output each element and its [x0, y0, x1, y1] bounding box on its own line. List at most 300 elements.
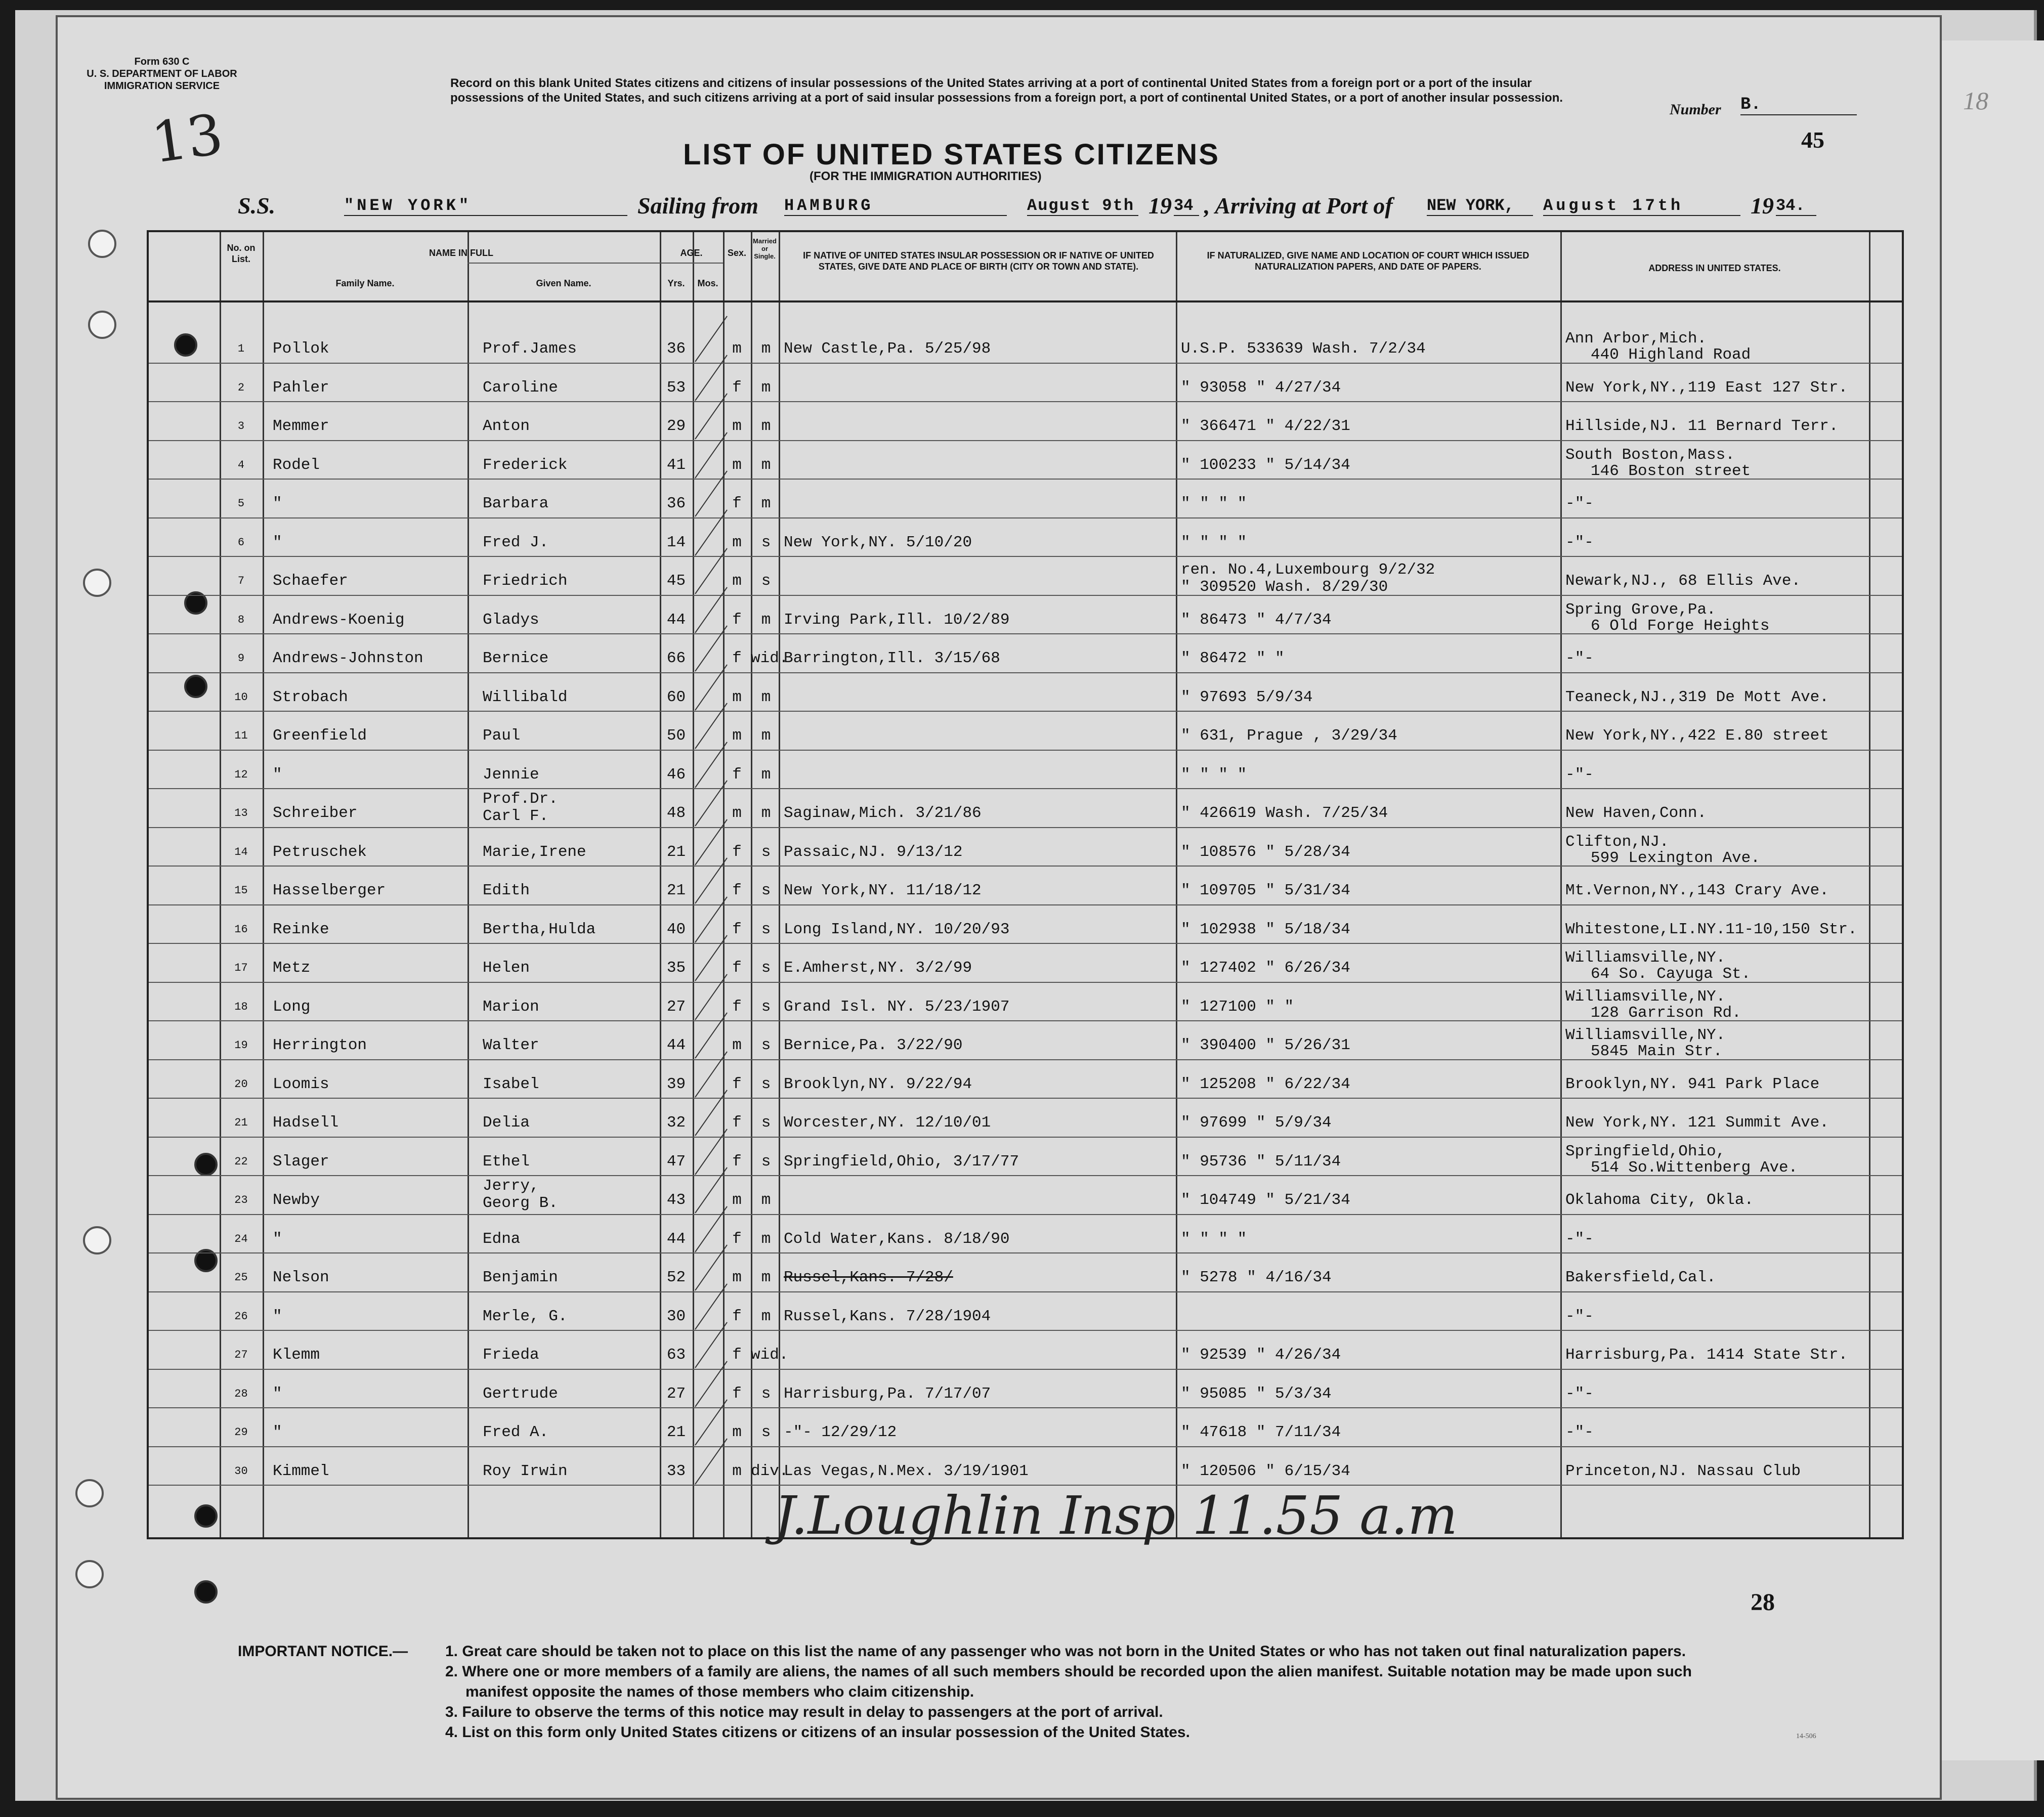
age-years: 21 — [666, 1423, 686, 1441]
row-number: 21 — [234, 1116, 248, 1129]
marital-status: s — [761, 533, 771, 551]
birth-place-date: Passaic,NJ. 9/13/12 — [784, 843, 963, 861]
sex: m — [732, 1462, 742, 1480]
naturalization-info: " 109705 " 5/31/34 — [1181, 882, 1350, 899]
column-divider — [263, 232, 264, 1537]
given-name: Benjamin — [483, 1269, 558, 1286]
birth-place-date: Harrisburg,Pa. 7/17/07 — [784, 1385, 991, 1403]
naturalization-info: " 97693 5/9/34 — [1181, 688, 1313, 706]
given-name: Merle, G. — [483, 1307, 568, 1325]
row-number: 11 — [234, 729, 248, 742]
row-divider — [149, 1330, 1902, 1331]
sailing-from-label: Sailing from — [637, 193, 759, 219]
given-name: Frederick — [483, 456, 568, 474]
given-name: Marie,Irene — [483, 843, 586, 861]
sex: f — [732, 650, 742, 667]
row-number: 3 — [237, 420, 245, 432]
binder-hole — [75, 1479, 104, 1507]
sex: f — [732, 1346, 742, 1364]
given-name: Gertrude — [483, 1385, 558, 1403]
marital-status: s — [761, 572, 771, 590]
given-name: Caroline — [483, 378, 558, 397]
sex: f — [732, 843, 742, 861]
sex: f — [732, 998, 742, 1016]
row-number: 1 — [237, 342, 245, 355]
marital-status: m — [761, 765, 771, 784]
header-sex: Sex. — [727, 248, 747, 258]
address-line-2: 146 Boston street — [1591, 462, 1751, 480]
naturalization-info: " 120506 " 6/15/34 — [1181, 1462, 1350, 1480]
row-number: 24 — [234, 1232, 248, 1245]
marital-status: s — [761, 959, 771, 977]
binder-hole — [88, 230, 116, 258]
birth-place-date: Grand Isl. NY. 5/23/1907 — [784, 998, 1010, 1016]
address: New York,NY. 121 Summit Ave. — [1565, 1114, 1829, 1132]
row-number: 20 — [234, 1077, 248, 1091]
marital-status: s — [761, 1114, 771, 1132]
given-name: Georg B. — [483, 1194, 558, 1212]
sex: f — [732, 765, 742, 784]
age-years: 44 — [666, 611, 686, 629]
marital-status: m — [761, 688, 771, 706]
sex: m — [732, 340, 742, 358]
age-years: 52 — [666, 1269, 686, 1286]
row-number: 4 — [237, 458, 245, 471]
naturalization-info: " 108576 " 5/28/34 — [1181, 843, 1350, 861]
age-years: 41 — [666, 456, 686, 474]
age-years: 32 — [666, 1114, 686, 1132]
given-name: Fred A. — [483, 1423, 549, 1441]
birth-place-date: New York,NY. 5/10/20 — [784, 533, 972, 551]
row-number: 2 — [237, 381, 245, 394]
age-years: 60 — [666, 688, 686, 706]
year-prefix: 19 — [1148, 193, 1172, 219]
sex: m — [732, 1036, 742, 1054]
given-name: Anton — [483, 417, 530, 435]
header-age: AGE. — [680, 248, 703, 258]
naturalization-info: " 95085 " 5/3/34 — [1181, 1385, 1332, 1403]
address: Bakersfield,Cal. — [1565, 1269, 1716, 1286]
given-name: Ethel — [483, 1152, 530, 1171]
marital-status: m — [761, 340, 771, 358]
family-name: Kimmel — [273, 1462, 329, 1480]
family-name: Schreiber — [273, 804, 358, 822]
given-name: Carl F. — [483, 807, 549, 825]
given-name: Isabel — [483, 1075, 539, 1093]
marital-status: s — [761, 843, 771, 861]
family-name: Greenfield — [273, 727, 367, 745]
header-address: ADDRESS IN UNITED STATES. — [1648, 263, 1781, 273]
birth-place-date: Russel,Kans. 7/28/1904 — [784, 1307, 991, 1325]
given-name: Marion — [483, 998, 539, 1016]
address: Spring Grove,Pa. — [1565, 600, 1716, 619]
address: Williamsville,NY. — [1565, 987, 1726, 1006]
marital-status: wid. — [751, 1346, 789, 1364]
naturalization-info: " " " " — [1181, 1230, 1247, 1248]
naturalization-info: " 86473 " 4/7/34 — [1181, 611, 1332, 629]
row-divider — [149, 1137, 1902, 1138]
age-years: 43 — [666, 1191, 686, 1209]
header-subdivider — [467, 263, 723, 264]
row-divider — [149, 711, 1902, 712]
marital-status: s — [761, 998, 771, 1016]
family-name: Herrington — [273, 1036, 367, 1054]
naturalization-info: " 125208 " 6/22/34 — [1181, 1075, 1350, 1093]
address: Harrisburg,Pa. 1414 State Str. — [1565, 1346, 1848, 1364]
number-label: Number — [1670, 101, 1721, 118]
marital-status: m — [761, 727, 771, 745]
address: Mt.Vernon,NY.,143 Crary Ave. — [1565, 882, 1829, 899]
row-divider — [149, 1098, 1902, 1099]
family-name: " — [273, 533, 282, 551]
address: Teaneck,NJ.,319 De Mott Ave. — [1565, 688, 1829, 706]
age-years: 39 — [666, 1075, 686, 1093]
age-years: 48 — [666, 804, 686, 822]
birth-place-date: Saginaw,Mich. 3/21/86 — [784, 804, 982, 822]
address-line-2: 64 So. Cayuga St. — [1591, 965, 1751, 983]
row-number: 27 — [234, 1349, 248, 1361]
row-divider — [149, 1446, 1902, 1447]
sex: m — [732, 572, 742, 590]
birth-place-date: Long Island,NY. 10/20/93 — [784, 920, 1010, 938]
department-name: U. S. DEPARTMENT OF LABOR — [87, 68, 237, 79]
departure-port: HAMBURG — [784, 196, 1007, 216]
age-years: 14 — [666, 533, 686, 551]
address: New York,NY.,119 East 127 Str. — [1565, 378, 1848, 397]
number-value: B. — [1740, 95, 1857, 115]
age-years: 45 — [666, 572, 686, 590]
age-years: 53 — [666, 378, 686, 397]
form-instructions: Record on this blank United States citizens and citizens of insular possessions of the United States arriving at a port of continental United States from a foreign port or a port of the insular possessions of the United States, and such citizens arriving at a port of said insular possessions from a foreign port, a port of continental United States, or a port of another insular possession. — [450, 76, 1563, 105]
family-name: Andrews-Koenig — [273, 611, 405, 629]
row-divider — [149, 750, 1902, 751]
age-years: 40 — [666, 920, 686, 938]
family-name: Metz — [273, 959, 311, 977]
address: Williamsville,NY. — [1565, 949, 1726, 967]
header-divider — [149, 300, 1902, 302]
marital-status: s — [761, 882, 771, 899]
sex: f — [732, 882, 742, 899]
given-name: Delia — [483, 1114, 530, 1132]
sex: f — [732, 1114, 742, 1132]
age-years: 44 — [666, 1230, 686, 1248]
family-name: Klemm — [273, 1346, 320, 1364]
sex: f — [732, 495, 742, 512]
naturalization-info: " 127402 " 6/26/34 — [1181, 959, 1350, 977]
notice-item: 1. Great care should be taken not to place on this list the name of any passenger who was not born in the United States or who has not taken out final naturalization papers. — [445, 1643, 1686, 1660]
family-name: Hadsell — [273, 1114, 339, 1132]
naturalization-info: " 631, Prague , 3/29/34 — [1181, 727, 1397, 745]
address-line-2: 440 Highland Road — [1591, 346, 1751, 364]
sex: f — [732, 1307, 742, 1325]
binder-hole — [83, 1226, 111, 1254]
page-title: LIST OF UNITED STATES CITIZENS — [683, 138, 1220, 171]
birth-place-date: New Castle,Pa. 5/25/98 — [784, 340, 991, 358]
naturalization-info: " 426619 Wash. 7/25/34 — [1181, 804, 1388, 822]
column-divider — [1869, 232, 1870, 1537]
address: Williamsville,NY. — [1565, 1026, 1726, 1044]
row-divider — [149, 1291, 1902, 1292]
row-divider — [149, 1407, 1902, 1408]
row-number: 26 — [234, 1310, 248, 1323]
header-family-name: Family Name. — [335, 278, 395, 288]
given-name: Bernice — [483, 650, 549, 667]
birth-place-date: Barrington,Ill. 3/15/68 — [784, 650, 1000, 667]
birth-place-date: New York,NY. 11/18/12 — [784, 882, 982, 899]
service-name: IMMIGRATION SERVICE — [104, 80, 220, 92]
naturalization-info: " 86472 " " — [1181, 650, 1285, 667]
row-divider — [149, 672, 1902, 673]
marital-status: s — [761, 920, 771, 938]
age-years: 66 — [666, 650, 686, 667]
address: Springfield,Ohio, — [1565, 1142, 1726, 1160]
arrival-port: NEW YORK, — [1427, 196, 1533, 216]
row-number: 19 — [234, 1039, 248, 1052]
handwritten-mark: 13 — [147, 101, 227, 176]
row-divider — [149, 556, 1902, 557]
marital-status: m — [761, 804, 771, 822]
birth-place-date: Brooklyn,NY. 9/22/94 — [784, 1075, 972, 1093]
row-number: 25 — [234, 1271, 248, 1284]
naturalization-info: " 92539 " 4/26/34 — [1181, 1346, 1341, 1364]
family-name: Newby — [273, 1191, 320, 1209]
family-name: Loomis — [273, 1075, 329, 1093]
year-suffix: 34 — [1174, 196, 1199, 216]
birth-place-date: Worcester,NY. 12/10/01 — [784, 1114, 991, 1132]
header-married: Married or Single. — [753, 237, 777, 260]
row-number: 16 — [234, 923, 248, 936]
row-number: 30 — [234, 1464, 248, 1478]
header-no: No. on List. — [227, 243, 256, 264]
marital-status: m — [761, 495, 771, 512]
given-name: Jennie — [483, 765, 539, 784]
address: -"- — [1565, 1307, 1594, 1325]
marital-status: s — [761, 1152, 771, 1171]
notice-item: 2. Where one or more members of a family are aliens, the names of all such members should be recorded upon the alien manifest. Suitable notation may be made upon such — [445, 1663, 1692, 1680]
row-divider — [149, 943, 1902, 944]
sex: f — [732, 1075, 742, 1093]
row-number: 13 — [234, 807, 248, 819]
age-years: 44 — [666, 1036, 686, 1054]
age-years: 27 — [666, 1385, 686, 1403]
naturalization-info: " " " " — [1181, 765, 1247, 784]
address: Whitestone,LI.NY.11-10,150 Str. — [1565, 920, 1857, 938]
address: Brooklyn,NY. 941 Park Place — [1565, 1075, 1820, 1093]
birth-place-date: -"- 12/29/12 — [784, 1423, 897, 1441]
notice-item: 4. List on this form only United States citizens or citizens of an insular possession of the United States. — [445, 1724, 1190, 1741]
column-divider — [693, 232, 694, 1537]
naturalization-info: " 390400 " 5/26/31 — [1181, 1036, 1350, 1054]
arrival-date: August 17th — [1543, 196, 1740, 216]
address: -"- — [1565, 1385, 1594, 1403]
age-years: 46 — [666, 765, 686, 784]
passenger-table — [147, 230, 1904, 1539]
given-name-prefix: Prof.Dr. — [483, 790, 558, 808]
given-name: Roy Irwin — [483, 1462, 568, 1480]
page-number: 28 — [1751, 1589, 1775, 1616]
birth-place-date: Springfield,Ohio, 3/17/77 — [784, 1152, 1019, 1171]
given-name: Prof.James — [483, 340, 577, 358]
page-subtitle: (FOR THE IMMIGRATION AUTHORITIES) — [810, 169, 1042, 183]
sex: m — [732, 688, 742, 706]
address: -"- — [1565, 533, 1594, 551]
row-divider — [149, 1252, 1902, 1253]
sex: f — [732, 920, 742, 938]
address-line-2: 128 Garrison Rd. — [1591, 1004, 1741, 1022]
age-years: 63 — [666, 1346, 686, 1364]
row-divider — [149, 827, 1902, 828]
birth-place-date: Las Vegas,N.Mex. 3/19/1901 — [784, 1462, 1029, 1480]
background-page-edge — [1931, 40, 2044, 1760]
sex: m — [732, 533, 742, 551]
inspector-signature: J.Loughlin Insp 11.55 a.m — [774, 1485, 1458, 1546]
sailing-line — [238, 192, 1887, 223]
row-number: 12 — [234, 768, 248, 781]
row-number: 6 — [237, 536, 245, 549]
row-number: 22 — [234, 1155, 248, 1168]
binder-hole — [75, 1560, 104, 1588]
marital-status: s — [761, 1385, 771, 1403]
sex: m — [732, 1191, 742, 1209]
birth-place-date: E.Amherst,NY. 3/2/99 — [784, 959, 972, 977]
sex: f — [732, 1230, 742, 1248]
address: Princeton,NJ. Nassau Club — [1565, 1462, 1801, 1480]
naturalization-info: " 5278 " 4/16/34 — [1181, 1269, 1332, 1286]
row-number: 28 — [234, 1387, 248, 1400]
address: Hillside,NJ. 11 Bernard Terr. — [1565, 417, 1839, 435]
naturalization-info: " 47618 " 7/11/34 — [1181, 1423, 1341, 1441]
family-name: Schaefer — [273, 572, 348, 590]
address-line-2: 599 Lexington Ave. — [1591, 849, 1760, 867]
address-line-2: 5845 Main Str. — [1591, 1043, 1723, 1060]
row-divider — [149, 1214, 1902, 1215]
row-divider — [149, 440, 1902, 441]
notice-lead: IMPORTANT NOTICE.— — [238, 1643, 408, 1660]
marital-status: m — [761, 1191, 771, 1209]
naturalization-info: " " " " — [1181, 495, 1247, 512]
naturalization-info: " 95736 " 5/11/34 — [1181, 1152, 1341, 1171]
header-given-name: Given Name. — [536, 278, 591, 288]
family-name: " — [273, 495, 282, 512]
sex: f — [732, 611, 742, 629]
naturalization-info: " 100233 " 5/14/34 — [1181, 456, 1350, 474]
marital-status: m — [761, 456, 771, 474]
notice-item: manifest opposite the names of those members who claim citizenship. — [465, 1683, 974, 1700]
arrival-year-suffix: 34. — [1776, 196, 1816, 216]
birth-place-date: Cold Water,Kans. 8/18/90 — [784, 1230, 1010, 1248]
family-name: " — [273, 1385, 282, 1403]
marital-status: m — [761, 378, 771, 397]
row-number: 9 — [237, 652, 245, 665]
sex: m — [732, 417, 742, 435]
marital-status: m — [761, 1307, 771, 1325]
given-name-prefix: Jerry, — [483, 1177, 539, 1195]
address: South Boston,Mass. — [1565, 446, 1735, 464]
row-number: 10 — [234, 690, 248, 704]
address: -"- — [1565, 650, 1594, 667]
given-name: Walter — [483, 1036, 539, 1054]
address: -"- — [1565, 765, 1594, 784]
naturalization-info: " 97699 " 5/9/34 — [1181, 1114, 1332, 1132]
given-name: Gladys — [483, 611, 539, 629]
row-divider — [149, 595, 1902, 596]
binder-hole — [88, 311, 116, 339]
address: Newark,NJ., 68 Ellis Ave. — [1565, 572, 1801, 590]
address: Ann Arbor,Mich. — [1565, 330, 1707, 348]
row-divider — [149, 1369, 1902, 1370]
family-name: Long — [273, 998, 311, 1016]
age-years: 33 — [666, 1462, 686, 1480]
birth-place-date: Irving Park,Ill. 10/2/89 — [784, 611, 1010, 629]
marital-status: m — [761, 417, 771, 435]
family-name: Nelson — [273, 1269, 329, 1286]
row-number: 14 — [234, 845, 248, 858]
family-name: " — [273, 1230, 282, 1248]
age-years: 36 — [666, 340, 686, 358]
ship-name: "NEW YORK" — [344, 196, 627, 216]
binder-hole — [83, 569, 111, 597]
header-birth: IF NATIVE OF UNITED STATES INSULAR POSSESSION OR IF NATIVE OF UNITED STATES, GIVE DATE AND PLACE OF BIRTH (CITY OR TOWN AND STATE). — [803, 250, 1154, 272]
header-mos: Mos. — [697, 278, 718, 288]
marital-status: s — [761, 1036, 771, 1054]
naturalization-info: " 102938 " 5/18/34 — [1181, 920, 1350, 938]
family-name: Slager — [273, 1152, 329, 1171]
departure-date: August 9th — [1027, 196, 1138, 216]
age-years: 27 — [666, 998, 686, 1016]
given-name: Frieda — [483, 1346, 539, 1364]
row-divider — [149, 788, 1902, 789]
address: -"- — [1565, 1423, 1594, 1441]
address-line-2: 514 So.Wittenberg Ave. — [1591, 1158, 1798, 1177]
marital-status: m — [761, 1269, 771, 1286]
row-number: 18 — [234, 1000, 248, 1013]
address: Clifton,NJ. — [1565, 833, 1669, 851]
sex: f — [732, 1152, 742, 1171]
row-number: 8 — [237, 613, 245, 626]
naturalization-info: " 127100 " " — [1181, 998, 1294, 1016]
address-line-2: 6 Old Forge Heights — [1591, 617, 1770, 635]
family-name: Strobach — [273, 688, 348, 706]
sex: m — [732, 727, 742, 745]
column-divider — [1560, 232, 1562, 1537]
naturalization-info: " 93058 " 4/27/34 — [1181, 378, 1341, 397]
printer-code: 14-506 — [1796, 1733, 1816, 1740]
address: -"- — [1565, 495, 1594, 512]
marital-status: m — [761, 1230, 771, 1248]
given-name: Fred J. — [483, 533, 549, 551]
row-number: 17 — [234, 962, 248, 974]
margin-mark: 18 — [1963, 86, 1988, 115]
sex: f — [732, 378, 742, 397]
given-name: Friedrich — [483, 572, 568, 590]
sex: f — [732, 959, 742, 977]
marital-status: wid. — [751, 650, 789, 667]
address: New York,NY.,422 E.80 street — [1565, 727, 1829, 745]
column-divider — [1176, 232, 1177, 1537]
row-number: 5 — [237, 497, 245, 510]
naturalization-info: " 104749 " 5/21/34 — [1181, 1191, 1350, 1209]
marital-status: div. — [751, 1462, 789, 1480]
row-number: 15 — [234, 884, 248, 897]
given-name: Bertha,Hulda — [483, 920, 596, 938]
row-number: 7 — [237, 575, 245, 587]
family-name: Hasselberger — [273, 882, 386, 899]
notice-item: 3. Failure to observe the terms of this notice may result in delay to passengers at the port of arrival. — [445, 1704, 1163, 1720]
row-number: 29 — [234, 1426, 248, 1439]
age-years: 29 — [666, 417, 686, 435]
birth-place-date: Bernice,Pa. 3/22/90 — [784, 1036, 963, 1054]
header-name-in-full: NAME IN FULL — [429, 248, 493, 258]
